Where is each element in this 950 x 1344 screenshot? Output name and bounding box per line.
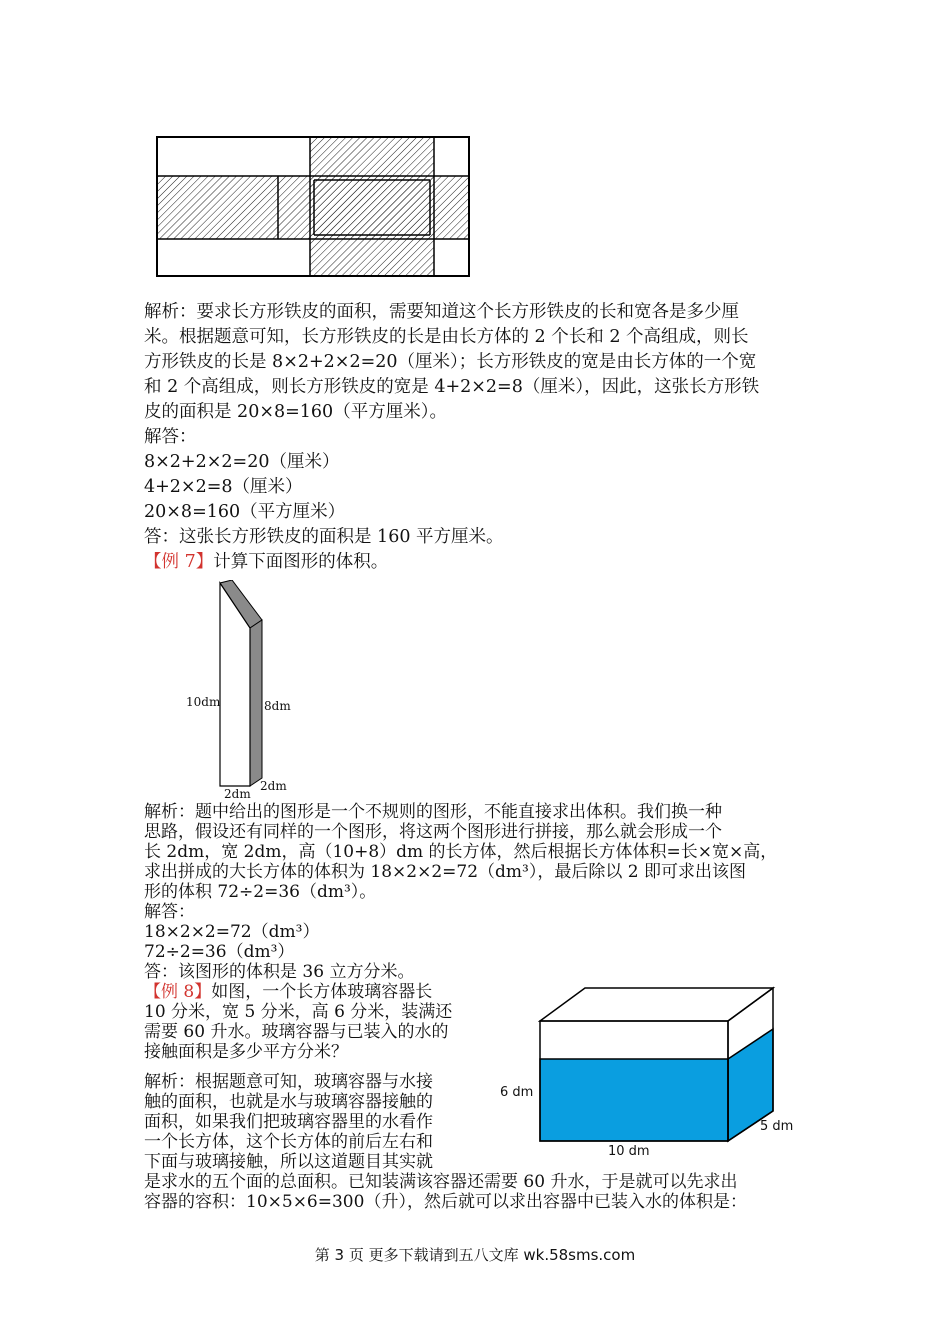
answer-title: 解答： — [144, 427, 197, 447]
question-line: 10 分米，宽 5 分米，高 6 分米，装满还 — [144, 1002, 453, 1022]
label-depth: 2dm — [260, 779, 287, 793]
answer-conclusion: 答：该图形的体积是 36 立方分米。 — [144, 962, 415, 982]
analysis-line: 一个长方体，这个长方体的前后左右和 — [144, 1132, 433, 1152]
analysis-line: 解析：题中给出的图形是一个不规则的图形，不能直接求出体积。我们换一种 — [144, 802, 722, 822]
label-width: 5 dm — [760, 1119, 794, 1134]
analysis-line: 方形铁皮的长是 8×2+2×2=20（厘米）；长方形铁皮的宽是由长方体的一个宽 — [144, 352, 757, 372]
analysis-line: 下面与玻璃接触，所以这道题目其实就 — [144, 1152, 433, 1172]
analysis-line: 是求水的五个面的总面积。已知装满该容器还需要 60 升水，于是就可以先求出 — [144, 1172, 738, 1192]
answer-step: 8×2+2×2=20（厘米） — [144, 452, 340, 472]
label-length: 10 dm — [608, 1144, 650, 1159]
analysis-line: 触的面积，也就是水与玻璃容器接触的 — [144, 1092, 433, 1112]
answer-step: 72÷2=36（dm³） — [144, 942, 295, 962]
water-front — [540, 1059, 728, 1141]
label-left-height: 10dm — [186, 695, 221, 709]
example7-heading — [144, 550, 388, 574]
container-figure — [538, 982, 778, 1144]
example-question: 如图，一个长方体玻璃容器长 — [211, 982, 433, 1002]
analysis-line: 思路，假设还有同样的一个图形，将这两个图形进行拼接，那么就会形成一个 — [144, 822, 722, 842]
answer-conclusion: 答：这张长方形铁皮的面积是 160 平方厘米。 — [144, 527, 504, 547]
analysis-line: 和 2 个高组成，则长方形铁皮的宽是 4+2×2=8（厘米），因此，这张长方形铁 — [144, 377, 760, 397]
answer-step: 20×8=160（平方厘米） — [144, 502, 346, 522]
answer-step: 4+2×2=8（厘米） — [144, 477, 303, 497]
analysis-line: 皮的面积是 20×8=160（平方厘米）。 — [144, 402, 447, 422]
prism-figure — [212, 580, 272, 792]
analysis-line: 长 2dm，宽 2dm，高（10+8）dm 的长方体，然后根据长方体体积=长×宽×高， — [144, 842, 778, 862]
answer-title: 解答： — [144, 902, 195, 922]
analysis-line: 解析：要求长方形铁皮的面积，需要知道这个长方形铁皮的长和宽各是多少厘 — [144, 302, 739, 322]
example-tag: 【例 8】 — [144, 982, 212, 1002]
label-bottom-width: 2dm — [224, 787, 251, 801]
label-height: 6 dm — [500, 1085, 534, 1100]
example8-heading — [144, 982, 432, 1002]
analysis-line: 面积，如果我们把玻璃容器里的水看作 — [144, 1112, 433, 1132]
analysis-line: 求出拼成的大长方体的体积为 18×2×2=72（dm³），最后除以 2 即可求出该图 — [144, 862, 746, 882]
analysis-line: 容器的容积：10×5×6=300（升），然后就可以求出容器中已装入水的体积是： — [144, 1192, 747, 1212]
label-right-height: 8dm — [264, 699, 291, 713]
question-line: 接触面积是多少平方分米？ — [144, 1042, 348, 1062]
answer-step: 18×2×2=72（dm³） — [144, 922, 320, 942]
analysis-line: 米。根据题意可知，长方形铁皮的长是由长方体的 2 个长和 2 个高组成，则长 — [144, 327, 749, 347]
analysis-line: 形的体积 72÷2=36（dm³）。 — [144, 882, 377, 902]
analysis-line: 解析：根据题意可知，玻璃容器与水接 — [144, 1072, 433, 1092]
example-question: 计算下面图形的体积。 — [213, 552, 389, 572]
example-tag: 【例 7】 — [144, 552, 214, 572]
page-footer: 第 3 页 更多下载请到五八文库 wk.58sms.com — [314, 1246, 636, 1264]
net-diagram — [156, 136, 472, 278]
question-line: 需要 60 升水。玻璃容器与已装入的水的 — [144, 1022, 449, 1042]
